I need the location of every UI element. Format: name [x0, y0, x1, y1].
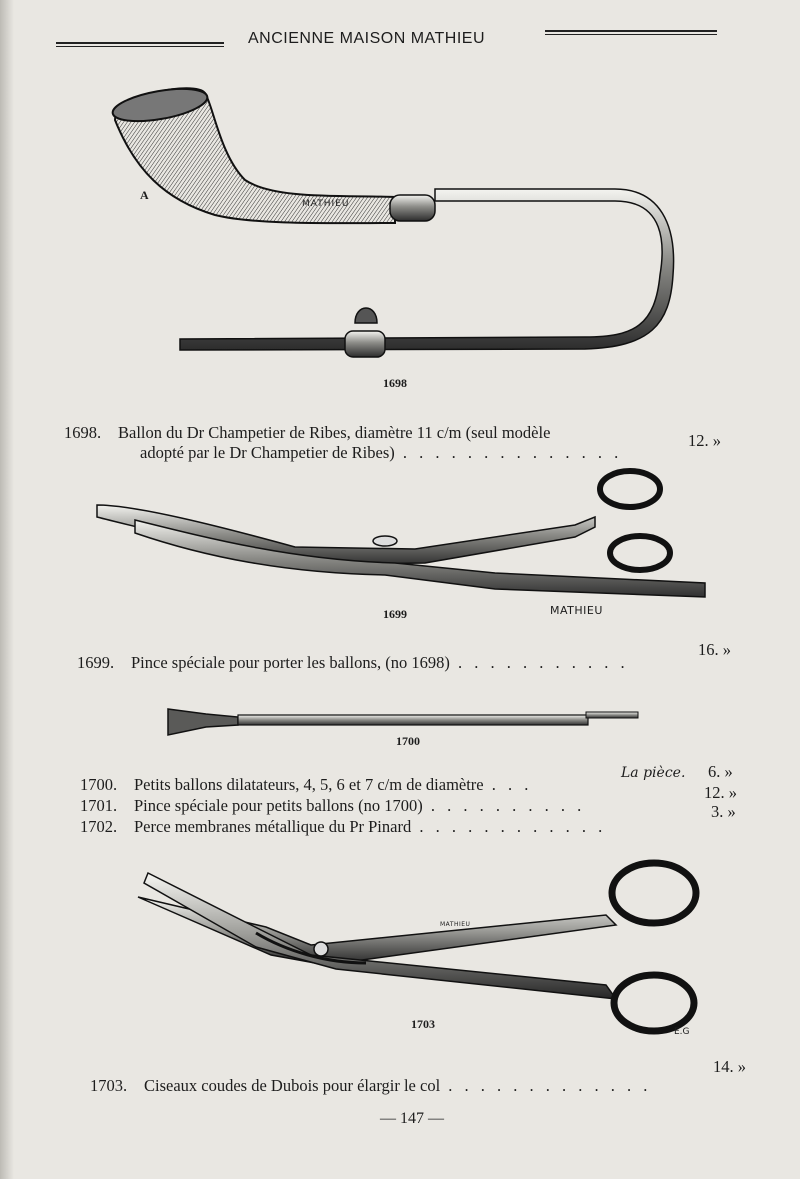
entry-1700-line — [80, 775, 532, 795]
entry-1702-line — [80, 817, 606, 837]
entry-1703-leader-dots: . . . . . . . . . . . . . — [440, 1076, 652, 1095]
entry-1698-line2 — [140, 443, 622, 463]
entry-1702-price: 3. » — [711, 802, 736, 821]
entry-1699-line — [77, 653, 629, 673]
entry-1700-number: 1700. — [80, 775, 118, 794]
figure-1698-engraving: MATHIEU — [302, 199, 350, 209]
figure-1700-label: 1700 — [396, 734, 420, 748]
entry-1700-text: Petits ballons dilatateurs, 4, 5, 6 et 7 c/m de diamètre — [134, 775, 484, 794]
entry-1699-text: Pince spéciale pour porter les ballons, (no 1698) — [131, 653, 450, 672]
entry-1702-text: Perce membranes métallique du Pr Pinard — [134, 817, 412, 836]
figure-1698-balloon-illustration — [105, 75, 675, 375]
figure-1698-mark-a: A — [140, 188, 149, 202]
entry-1703-price: 14. » — [713, 1057, 746, 1076]
entry-1700-note: La pièce. — [621, 765, 686, 781]
entry-1699-price: 16. » — [698, 640, 731, 659]
entry-1698-price: 12. » — [688, 431, 721, 450]
entry-1702-number: 1702. — [80, 817, 118, 836]
entry-1701-line — [80, 796, 585, 816]
entry-1700-price: 6. » — [708, 762, 733, 781]
figure-1703-signature: E.G — [674, 1027, 690, 1037]
entry-1699-number: 1699. — [77, 653, 115, 672]
figure-1699-forceps-illustration — [95, 465, 710, 605]
entry-1699-leader-dots: . . . . . . . . . . . — [449, 653, 629, 672]
figure-1699-engraving: MATHIEU — [550, 604, 603, 617]
page-header-title: ANCIENNE MAISON MATHIEU — [248, 30, 485, 47]
entry-1703-line — [90, 1076, 651, 1096]
entry-1698-text-line1: Ballon du Dr Champetier de Ribes, diamètre 11 c/m (seul modèle — [118, 423, 551, 442]
entry-1703-text: Ciseaux coudes de Dubois pour élargir le col — [144, 1076, 441, 1095]
figure-1698-label: 1698 — [383, 376, 407, 390]
figure-1703-engraving: MATHIEU — [440, 921, 471, 928]
entry-1698-leader-dots: . . . . . . . . . . . . . . — [394, 443, 623, 462]
entry-1698-text-line2: adopté par le Dr Champetier de Ribes) — [140, 443, 395, 462]
header-rule-left — [56, 42, 224, 47]
entry-1701-text: Pince spéciale pour petits ballons (no 1700) — [134, 796, 423, 815]
header-rule-right — [545, 30, 717, 35]
entry-1702-leader-dots: . . . . . . . . . . . . — [411, 817, 607, 836]
entry-1700-leader-dots: . . . — [483, 775, 533, 794]
entry-1701-leader-dots: . . . . . . . . . . — [422, 796, 586, 815]
entry-1703-number: 1703. — [90, 1076, 128, 1095]
entry-1701-price: 12. » — [704, 783, 737, 802]
entry-1698-number: 1698. — [64, 423, 102, 442]
page-number: — 147 — — [380, 1110, 444, 1127]
entry-1701-number: 1701. — [80, 796, 118, 815]
figure-1703-label: 1703 — [411, 1017, 435, 1031]
entry-1698-line1 — [64, 423, 550, 443]
figure-1699-label: 1699 — [383, 607, 407, 621]
